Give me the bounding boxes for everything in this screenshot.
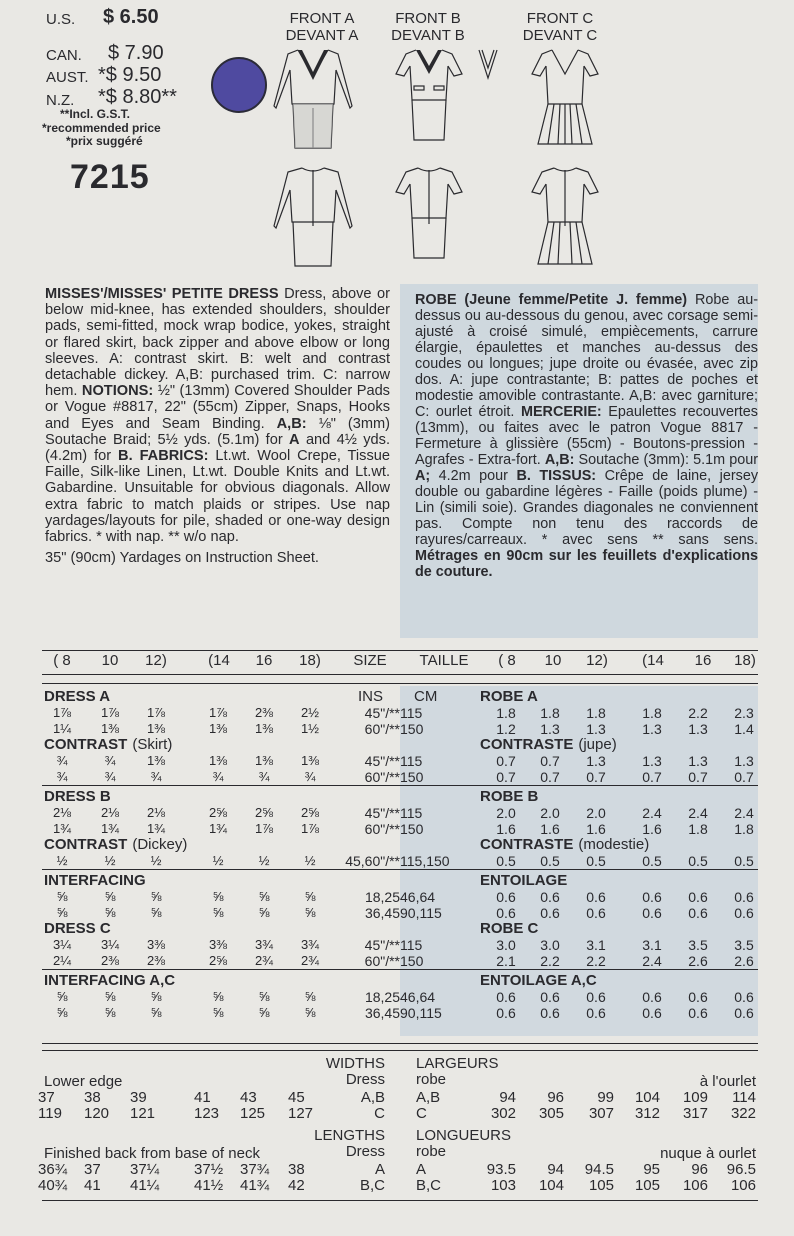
measure-view-fr: A,B xyxy=(416,1089,441,1106)
measure-in-cell: 37 xyxy=(84,1161,101,1178)
unit-cm: CM xyxy=(414,688,438,705)
section-title-fr: ROBE C xyxy=(480,920,539,937)
table-row: 1¾ 1¾ 1¾ 1¾ 1⅞ 1⅞ 60"/** 150 1.6 1.6 1.6 1.6 1.8 1.8 xyxy=(52,821,754,837)
table-header-rule-2 xyxy=(42,683,758,684)
dress-a-back-icon xyxy=(268,166,358,270)
measure-cm-cell: 305 xyxy=(538,1105,564,1122)
section-title-fr: ENTOILAGE xyxy=(480,872,568,889)
measure-top-rule xyxy=(42,1043,758,1044)
measure-cm-cell: 317 xyxy=(682,1105,708,1122)
measure-view-fr: C xyxy=(416,1105,427,1122)
measure-in-cell: 37 xyxy=(38,1089,55,1106)
measure-cm-cell: 95 xyxy=(643,1161,660,1178)
dress-b-back-icon xyxy=(394,166,464,262)
widths-subtitle-en: Lower edge xyxy=(44,1073,123,1090)
price-note-gst: **Incl. G.S.T. xyxy=(60,107,131,121)
measure-view-fr: A xyxy=(416,1161,427,1178)
table-row: ⅝ ⅝ ⅝ ⅝ ⅝ ⅝ 18,25 46,64 0.6 0.6 0.6 0.6 0.6 0.6 xyxy=(56,989,754,1005)
lengths-title-en: LENGTHS xyxy=(314,1127,385,1144)
section-title-en: DRESS B xyxy=(44,788,111,805)
dress-label: Dress xyxy=(345,1143,385,1160)
measure-in-cell: 42 xyxy=(288,1177,305,1194)
measure-cm-cell: 109 xyxy=(682,1089,708,1106)
section-title-fr: CONTRASTE (modestie) xyxy=(480,836,650,853)
measure-cm-cell: 106 xyxy=(682,1177,708,1194)
measure-in-cell: 37½ xyxy=(194,1161,224,1178)
description-french: ROBE (Jeune femme/Petite J. femme) Robe au-dessus ou au-dessous du genou, avec corsage semi-ajusté à croisé simulé, empiècements, carrure élargie, épaulettes et manches au-dessus des coudes ou longues; jupe droite ou évasée, avec zip dos. A: jupe contrastante; B: pattes de poches et modestie amovible contrastante. A,B: avec garniture; C: ourlet étroit. MERCERIE: Epaulettes recouvertes (13mm), ou faites avec le patron Vogue 8817 - Fermeture à glissière (55cm) - Boutons-pression - Agrafes - Extra-fort. A,B: Soutache (3mm): 5.1m pour A; 4.2m pour B. TISSUS: Crêpe de laine, jersey double ou gabardine légères - Faille (poids plume) - Lin (simili soie). Grandes diagonales ne conviennent pas. Compte non tenu des raccords de rayures/carreaux. * avec sens ** sans sens. Métrages en 90cm sur les feuillets d'explications de couture. xyxy=(415,292,759,580)
measure-in-cell: 123 xyxy=(194,1105,220,1122)
robe-label: robe xyxy=(416,1143,447,1160)
section-title-en: DRESS A xyxy=(44,688,111,705)
yardage-note: 35" (90cm) Yardages on Instruction Sheet. xyxy=(45,550,319,567)
lengths-subtitle-en: Finished back from base of neck xyxy=(44,1145,260,1162)
measure-in-cell: 119 xyxy=(38,1105,62,1122)
measure-in-cell: 39 xyxy=(130,1089,147,1106)
table-row: ⅝ ⅝ ⅝ ⅝ ⅝ ⅝ 36,45 90,115 0.6 0.6 0.6 0.6 0.6 0.6 xyxy=(56,1005,754,1021)
table-row: 3¼ 3¼ 3⅜ 3⅜ 3¾ 3¾ 45"/** 115 3.0 3.0 3.1 3.1 3.5 3.5 xyxy=(52,937,754,953)
measure-in-cell: 37¾ xyxy=(240,1161,270,1178)
measure-cm-cell: 106 xyxy=(730,1177,756,1194)
measure-cm-cell: 312 xyxy=(634,1105,660,1122)
section-title-en: INTERFACING A,C xyxy=(44,972,176,989)
lengths-subtitle-fr: nuque à ourlet xyxy=(660,1145,756,1162)
section-rule xyxy=(42,785,758,786)
price-value-aust: *$ 9.50 xyxy=(98,64,162,86)
measure-view: A xyxy=(374,1161,385,1178)
measure-in-cell: 41 xyxy=(84,1177,101,1194)
price-label-aust: AUST. xyxy=(46,69,89,86)
measure-in-cell: 38 xyxy=(288,1161,305,1178)
price-note-suggere: *prix suggéré xyxy=(66,134,143,148)
dickey-icon xyxy=(476,48,500,84)
measure-in-cell: 121 xyxy=(130,1105,156,1122)
section-rule xyxy=(42,869,758,870)
description-english: MISSES'/MISSES' PETITE DRESS Dress, above or below mid-knee, has extended shoulders, shoulder pads, semi-fitted, mock wrap bodice, yokes, straight or flared skirt, back zipper and above elbow or long sleeves. A: contrast skirt. B: welt and contrast detachable dickey. A,B: purchased trim. C: narrow hem. NOTIONS: ½" (13mm) Covered Shoulder Pads or Vogue #8817, 22" (55cm) Zipper, Snaps, Hooks and Eyes and Seam Binding. A,B: ⅛" (3mm) Soutache Braid; 5½ yds. (5.1m) for A and 4½ yds. (4.2m) for B. FABRICS: Lt.wt. Wool Crepe, Tissue Faille, Silk-like Linen, Lt.wt. Double Knits and Lt.wt. Gabardine. Unsuitable for obvious diagonals. Allow extra fabric to match plaids or stripes. Use nap yardages/layouts for pile, shaded or one-way design fabrics. * with nap. ** w/o nap. 35" (90cm) Yardages on Instruction Sheet. xyxy=(45,286,391,567)
view-label-a: FRONT A DEVANT A xyxy=(285,10,359,44)
measure-in-cell: 40¾ xyxy=(38,1177,68,1194)
measure-view: B,C xyxy=(359,1177,385,1194)
measure-top-rule-2 xyxy=(42,1050,758,1051)
measure-cm-cell: 94.5 xyxy=(584,1161,614,1178)
measure-in-cell: 38 xyxy=(84,1089,101,1106)
measure-cm-cell: 104 xyxy=(538,1177,564,1194)
measure-in-cell: 43 xyxy=(240,1089,257,1106)
table-row: ⅝ ⅝ ⅝ ⅝ ⅝ ⅝ 18,25 46,64 0.6 0.6 0.6 0.6 0.6 0.6 xyxy=(56,889,754,905)
lengths-title-fr: LONGUEURS xyxy=(416,1127,512,1144)
table-row: ⅝ ⅝ ⅝ ⅝ ⅝ ⅝ 36,45 90,115 0.6 0.6 0.6 0.6 0.6 0.6 xyxy=(56,905,754,921)
measure-cm-cell: 94 xyxy=(547,1161,564,1178)
section-title-fr: ROBE A xyxy=(480,688,538,705)
dress-a-front-icon xyxy=(268,46,358,156)
measure-cm-cell: 93.5 xyxy=(486,1161,516,1178)
measure-bottom-rule xyxy=(42,1200,758,1201)
measure-cm-cell: 96.5 xyxy=(726,1161,756,1178)
dress-c-front-icon xyxy=(530,46,600,150)
measure-cm-cell: 96 xyxy=(691,1161,708,1178)
pattern-number: 7215 xyxy=(70,158,150,196)
table-row: ¾ ¾ 1⅜ 1⅜ 1⅜ 1⅜ 45"/** 115 0.7 0.7 1.3 1.3 1.3 1.3 xyxy=(56,753,754,769)
section-title-fr: ROBE B xyxy=(480,788,539,805)
section-title-fr: CONTRASTE (jupe) xyxy=(480,736,617,753)
robe-label: robe xyxy=(416,1071,447,1088)
section-title-fr: ENTOILAGE A,C xyxy=(480,972,597,989)
measure-cm-cell: 322 xyxy=(730,1105,756,1122)
measure-in-cell: 36¾ xyxy=(38,1161,68,1178)
measure-cm-cell: 114 xyxy=(732,1089,756,1106)
measure-cm-cell: 94 xyxy=(499,1089,516,1106)
measure-cm-cell: 99 xyxy=(597,1089,614,1106)
measure-cm-cell: 105 xyxy=(634,1177,660,1194)
price-label-can: CAN. xyxy=(46,47,82,64)
widths-subtitle-fr: à l'ourlet xyxy=(699,1073,756,1090)
measure-in-cell: 125 xyxy=(240,1105,266,1122)
measure-cm-cell: 104 xyxy=(634,1089,660,1106)
table-header-rule xyxy=(42,674,758,675)
price-value-us: $ 6.50 xyxy=(103,6,159,28)
measure-cm-cell: 96 xyxy=(547,1089,564,1106)
unit-ins: INS xyxy=(358,688,384,705)
measure-cm-cell: 105 xyxy=(588,1177,614,1194)
measure-in-cell: 41¼ xyxy=(130,1177,160,1194)
section-title-en: CONTRAST (Dickey) xyxy=(44,836,188,853)
measure-in-cell: 45 xyxy=(288,1089,305,1106)
price-label-us: U.S. xyxy=(46,11,76,28)
section-title-en: CONTRAST (Skirt) xyxy=(44,736,173,753)
section-rule xyxy=(42,969,758,970)
price-value-can: $ 7.90 xyxy=(108,42,164,64)
table-row: ½ ½ ½ ½ ½ ½ 45,60"/** 115,150 0.5 0.5 0.5 0.5 0.5 0.5 xyxy=(56,853,754,869)
table-row: 2¼ 2⅜ 2⅜ 2⅝ 2¾ 2¾ 60"/** 150 2.1 2.2 2.2 2.4 2.6 2.6 xyxy=(52,953,754,969)
measure-in-cell: 41 xyxy=(194,1089,211,1106)
table-row: ¾ ¾ ¾ ¾ ¾ ¾ 60"/** 150 0.7 0.7 0.7 0.7 0.7 0.7 xyxy=(56,769,754,785)
dress-c-back-icon xyxy=(530,166,600,270)
widths-title-en: WIDTHS xyxy=(325,1055,385,1072)
measure-cm-cell: 302 xyxy=(490,1105,516,1122)
price-note-recommended: *recommended price xyxy=(42,121,161,135)
section-title-en: INTERFACING xyxy=(44,872,146,889)
table-row: 1¼ 1⅜ 1⅜ 1⅜ 1⅜ 1½ 60"/** 150 1.2 1.3 1.3 1.3 1.3 1.4 xyxy=(52,721,754,737)
measure-view-fr: B,C xyxy=(416,1177,442,1194)
measure-in-cell: 127 xyxy=(288,1105,314,1122)
measure-cm-cell: 307 xyxy=(588,1105,614,1122)
table-top-rule xyxy=(42,650,758,651)
color-dot-icon xyxy=(211,57,267,113)
measure-view: C xyxy=(374,1105,385,1122)
measure-in-cell: 41½ xyxy=(194,1177,224,1194)
view-label-b: FRONT B DEVANT B xyxy=(391,10,465,44)
price-label-nz: N.Z. xyxy=(46,92,75,109)
measure-cm-cell: 103 xyxy=(490,1177,516,1194)
table-row: 2⅛ 2⅛ 2⅛ 2⅝ 2⅝ 2⅝ 45"/** 115 2.0 2.0 2.0 2.4 2.4 2.4 xyxy=(52,805,754,821)
measure-in-cell: 37¼ xyxy=(130,1161,160,1178)
dress-label: Dress xyxy=(345,1071,385,1088)
section-title-en: DRESS C xyxy=(44,920,111,937)
view-label-c: FRONT C DEVANT C xyxy=(522,10,598,44)
dress-b-front-icon xyxy=(394,46,464,146)
measure-in-cell: 41¾ xyxy=(240,1177,270,1194)
widths-title-fr: LARGEURS xyxy=(416,1055,499,1072)
measure-in-cell: 120 xyxy=(84,1105,110,1122)
price-value-nz: *$ 8.80** xyxy=(98,86,177,108)
table-row: 1⅞ 1⅞ 1⅞ 1⅞ 2⅜ 2½ 45"/** 115 1.8 1.8 1.8 1.8 2.2 2.3 xyxy=(52,705,754,721)
measure-view: A,B xyxy=(360,1089,385,1106)
table-header: ( 8 10 12) (14 16 18) SIZE TAILLE ( 8 10 12) (14 16 18) xyxy=(53,652,756,669)
